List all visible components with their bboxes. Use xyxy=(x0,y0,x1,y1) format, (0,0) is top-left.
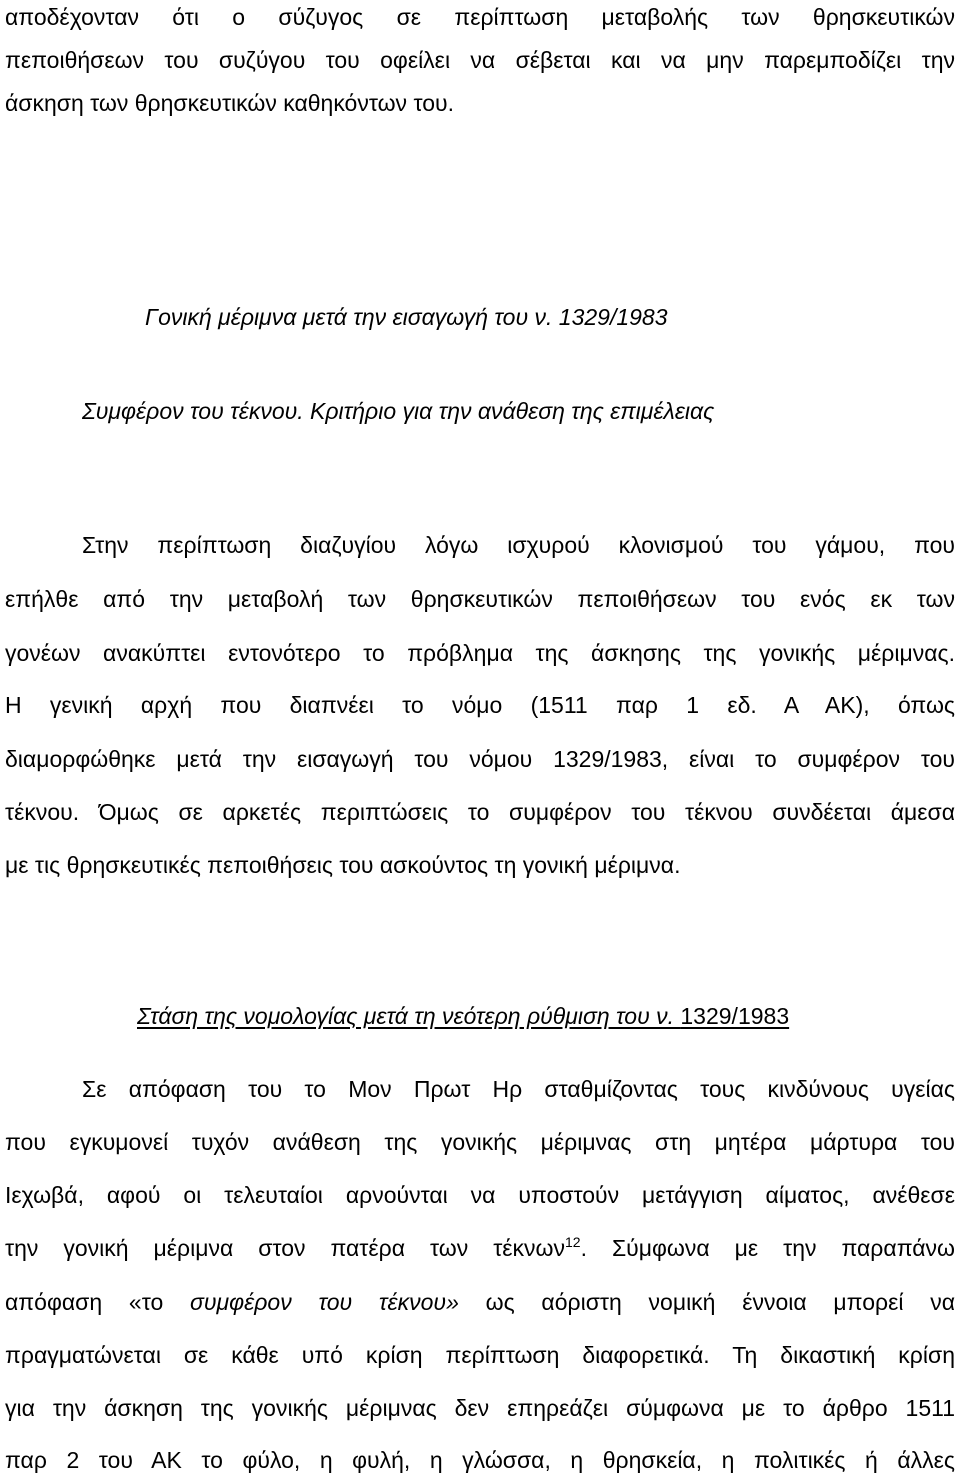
paragraph2-line-1: Σε απόφαση του το Μον Πρωτ Ηρ σταθμίζοντας τους κινδύνους υγείας xyxy=(82,1076,955,1102)
paragraph1-line-1: Στην περίπτωση διαζυγίου λόγω ισχυρού κλονισμού του γάμου, που xyxy=(82,532,955,558)
paragraph2-line-4-text-after: . Σύμφωνα με την παραπάνω xyxy=(580,1235,955,1261)
intro-line-3: άσκηση των θρησκευτικών καθηκόντων του. xyxy=(5,90,454,116)
paragraph2-line-4 xyxy=(5,1233,955,1263)
paragraph2-line-7: για την άσκηση της γονικής μέριμνας δεν επηρεάζει σύμφωνα με το άρθρο 1511 xyxy=(5,1395,955,1421)
section-heading-case-law-italic: Στάση της νομολογίας μετά τη νεότερη ρύθμιση του ν. xyxy=(137,1003,674,1029)
section-heading-case-law xyxy=(137,1001,789,1031)
paragraph1-line-5: διαμορφώθηκε μετά την εισαγωγή του νόμου 1329/1983, είναι το συμφέρον του xyxy=(5,746,955,772)
paragraph1-line-7: με τις θρησκευτικές πεποιθήσεις του ασκούντος τη γονική μέριμνα. xyxy=(5,852,681,878)
paragraph2-line-8: παρ 2 του ΑΚ το φύλο, η φυλή, η γλώσσα, η θρησκεία, η πολιτικές ή άλλες xyxy=(5,1447,955,1473)
paragraph2-line-6: πραγματώνεται σε κάθε υπό κρίση περίπτωση διαφορετικά. Τη δικαστική κρίση xyxy=(5,1342,955,1368)
paragraph2-line-5 xyxy=(5,1287,955,1317)
section-heading-parental-care: Γονική μέριμνα μετά την εισαγωγή του ν. 1329/1983 xyxy=(145,304,668,330)
paragraph1-line-4: Η γενική αρχή που διαπνέει το νόμο (1511 παρ 1 εδ. Α ΑΚ), όπως xyxy=(5,692,955,718)
paragraph2-line-5-text: απόφαση «το xyxy=(5,1289,191,1315)
section-subheading-child-interest: Συμφέρον του τέκνου. Κριτήριο για την ανάθεση της επιμέλειας xyxy=(82,398,715,424)
paragraph1-line-3: γονέων ανακύπτει εντονότερο το πρόβλημα της άσκησης της γονικής μέριμνας. xyxy=(5,640,955,666)
paragraph2-line-4-text: την γονική μέριμνα στον πατέρα των τέκνων xyxy=(5,1235,565,1261)
footnote-marker: 12 xyxy=(565,1234,581,1250)
paragraph2-line-5-italic: συμφέρον του τέκνου» xyxy=(190,1289,459,1315)
paragraph2-line-2: που εγκυμονεί τυχόν ανάθεση της γονικής μέριμνας στη μητέρα μάρτυρα του xyxy=(5,1129,955,1155)
intro-line-2: πεποιθήσεων του συζύγου του οφείλει να σέβεται και να μην παρεμποδίζει την xyxy=(5,47,955,73)
section-heading-case-law-number: 1329/1983 xyxy=(680,1003,790,1029)
paragraph1-line-6: τέκνου. Όμως σε αρκετές περιπτώσεις το συμφέρον του τέκνου συνδέεται άμεσα xyxy=(5,799,955,825)
paragraph1-line-2: επήλθε από την μεταβολή των θρησκευτικών πεποιθήσεων του ενός εκ των xyxy=(5,586,955,612)
paragraph2-line-3: Ιεχωβά, αφού οι τελευταίοι αρνούνται να υποστούν μετάγγιση αίματος, ανέθεσε xyxy=(5,1182,955,1208)
intro-line-1: αποδέχονταν ότι ο σύζυγος σε περίπτωση μεταβολής των θρησκευτικών xyxy=(5,4,955,30)
paragraph2-line-5-text-after: ως αόριστη νομική έννοια μπορεί να xyxy=(458,1289,956,1315)
